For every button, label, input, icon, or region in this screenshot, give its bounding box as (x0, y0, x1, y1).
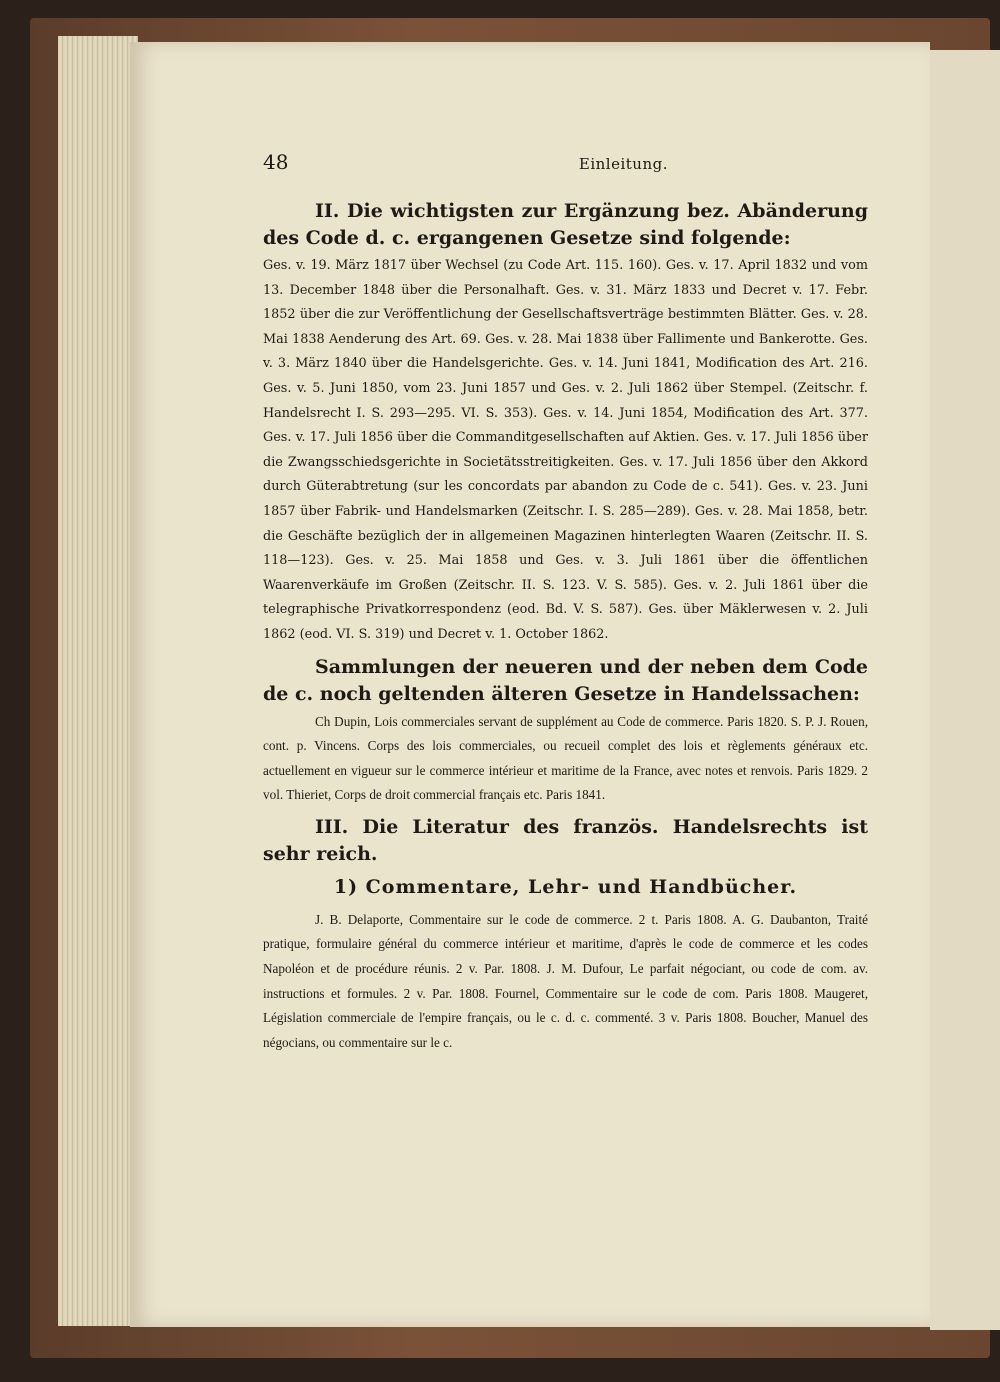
section-2-heading: II. Die wichtigsten zur Ergänzung bez. Abänderung des Code d. c. ergangenen Gesetze sind folgende: (263, 200, 868, 249)
running-title: Einleitung. (578, 155, 668, 173)
page-number: 48 (263, 150, 289, 174)
facing-page (930, 50, 1000, 1330)
collections-heading: Sammlungen der neueren und der neben dem Code de c. noch geltenden älteren Gesetze in Handelssachen: (263, 655, 868, 705)
section-3-heading: III. Die Literatur des französ. Handelsrechts ist sehr reich. (263, 815, 868, 865)
section-3-body: J. B. Delaporte, Commentaire sur le code de commerce. 2 t. Paris 1808. A. G. Daubanton, Traité pratique, formulaire général du commerce intérieur et maritime, d'après le code de commerce et les codes Napoléon et de procédure réunis. 2 v. Par. 1808. J. M. Dufour, Le parfait négociant, ou code de com. av. instructions et formules. 2 v. Par. 1808. Fournel, Commentaire sur le code de com. Paris 1808. Maugeret, Législation commerciale de l'empire français, ou le c. d. c. commenté. 3 v. Paris 1808. Boucher, Manuel des négocians, ou commentaire sur le c. (263, 911, 868, 1050)
page-edges (58, 36, 138, 1326)
page-content (263, 150, 868, 1055)
page-header (263, 150, 868, 174)
collections-body: Ch Dupin, Lois commerciales servant de supplément au Code de commerce. Paris 1820. S. P. J. Rouen, cont. p. Vincens. Corps des lois commerciales, ou recueil complet des lois et règlements généraux etc. actuellement en vigueur sur le commerce intérieur et maritime de la France, avec notes et renvois. Paris 1829. 2 vol. Thieriet, Corps de droit commercial français etc. Paris 1841. (263, 713, 868, 803)
section-2-body: Ges. v. 19. März 1817 über Wechsel (zu Code Art. 115. 160). Ges. v. 17. April 1832 und vom 13. December 1848 über die Personalhaft. Ges. v. 31. März 1833 und Decret v. 17. Febr. 1852 über die zur Veröffentlichung der Gesellschaftsverträge bestimmten Blätter. Ges. v. 28. Mai 1838 Aenderung des Art. 69. Ges. v. 28. Mai 1838 über Fallimente und Bankerotte. Ges. v. 3. März 1840 über die Handelsgerichte. Ges. v. 14. Juni 1841, Modification des Art. 216. Ges. v. 5. Juni 1850, vom 23. Juni 1857 und Ges. v. 2. Juli 1862 über Stempel. (Zeitschr. f. Handelsrecht I. S. 293—295. VI. S. 353). Ges. v. 14. Juni 1854, Modification des Art. 377. Ges. v. 17. Juli 1856 über die Commanditgesellschaften auf Aktien. Ges. v. 17. Juli 1856 über die Zwangsschiedsgerichte in Societätsstreitigkeiten. Ges. v. 17. Juli 1856 über den Akkord durch Güterabtretung (sur les concordats par abandon zu Code de c. 541). Ges. v. 23. Juni 1857 über Fabrik- und Handelsmarken (Zeitschr. I. S. 285—289). Ges. v. 28. Mai 1858, betr. die Geschäfte bezüglich der in allgemeinen Magazinen hinterlegten Waaren (Zeitschr. II. S. 118—123). Ges. v. 25. Mai 1858 und Ges. v. 3. Juli 1861 über die öffentlichen Waarenverkäufe im Großen (Zeitschr. II. S. 123. V. S. 585). Ges. v. 2. Juli 1861 über die telegraphische Privatkorrespondenz (eod. Bd. V. S. 587). Ges. über Mäklerwesen v. 2. Juli 1862 (eod. VI. S. 319) und Decret v. 1. October 1862. (263, 258, 868, 642)
section-3-subheading: 1) Commentare, Lehr- und Handbücher. (333, 875, 798, 898)
